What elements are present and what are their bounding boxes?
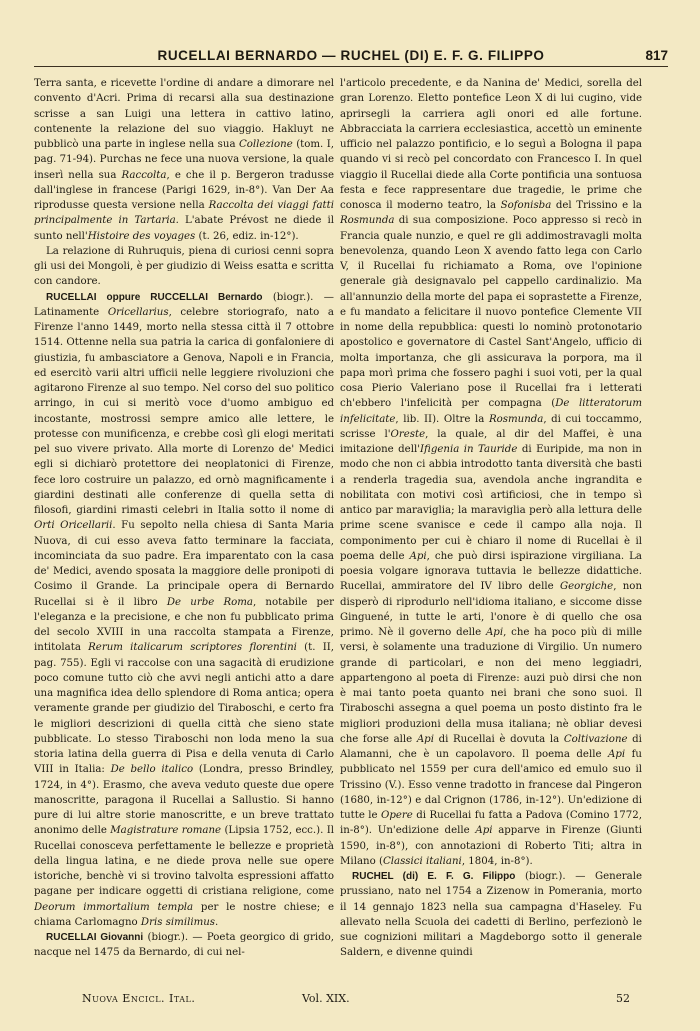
paragraph-ruhruquis-relation: La relazione di Ruhruquis, piena di curiosi cenni sopra gli usi dei Mongoli, è per giudizio di Weiss esatta e scritta con candore. (34, 245, 334, 288)
page-header (34, 48, 668, 67)
entry-headword: RUCELLAI oppure RUCCELLAI Bernardo (46, 291, 263, 303)
signature-mark: Nuova Encicl. Ital. (82, 992, 196, 1005)
right-column (340, 76, 642, 984)
running-head: RUCELLAI BERNARDO — RUCHEL (DI) E. F. G. FILIPPO (157, 48, 545, 63)
volume-label: Vol. XIX. (302, 992, 350, 1005)
entry-rucellai-giovanni-continued: l'articolo precedente, e da Nanina de' Medici, sorella del gran Lorenzo. Eletto pontefice Leon X di lui cugino, vide aprirsegli la carriera agli onori ed alle fortune. Abbracciata la carriera ecclesiastica, accettò un eminente ufficio nel palazzo pontificio, e lo seguì a Bologna il papa quando vi si recò pel concordato con Francesco I. In quel viaggio il Rucellai diede alla Corte pontificia una sontuosa festa e fece rappresentare due tragedie, le prime che conosca il moderno teatro, la Sofonisba del Trissino e la Rosmunda di sua composizione. Poco appresso si recò in Francia quale nunzio, e quel re gli addimostravagli molta benevolenza, quando Leon X avendo fatto lega con Carlo V, il Rucellai fu richiamato a Roma, ove l'opinione generale già designavalo pel cappello cardinalizio. Ma all'annunzio della morte del papa ei soprastette a Firenze, e fu mandato a felicitare il nuovo pontefice Clemente VII in nome della repubblica: questi lo nominò protonotario apostolico e governatore di Castel Sant'Angelo, ufficio di molta importanza, che gli assicurava la porpora, ma il papa morì prima che fossero paghi i suoi voti, per la qual cosa Pierio Valeriano pose il Rucellai fra i letterati ch'ebbero l'infelicità per compagna (De litteratorum infelicitate, lib. II). Oltre la Rosmunda, di cui toccammo, scrisse l'Oreste, la quale, al dir del Maffei, è una imitazione dell'Ifigenia in Tauride di Euripide, ma non in modo che non ci abbia introdotto tanta diversità che basti a renderla tragedia sua, avendola anche ingrandita e nobilitata con motivi così artificiosi, che in tempo sì antico par maraviglia; la maraviglia però alla lettura delle prime scene svanisce e cede il campo alla noja. Il componimento per cui è chiaro il nome di Rucellai è il poema delle Api, che può dirsi ispirazione virgiliana. La poesia volgare ignorava tuttavia le bellezze didattiche. Rucellai, ammiratore del IV libro delle Georgiche, non disperò di riprodurlo nell'idioma italiano, e siccome disse Ginguené, in tutte le arti, l'onore è di quello che osa primo. Nè il governo delle Api, che ha poco più di mille versi, è solamente una traduzione di Virgilio. Un numero grande di particolari, e non dei meno leggiadri, appartengono al poeta di Firenze: auzi può dirsi che non è mai tanto poeta quanto nei brani che sono suoi. Il Tiraboschi assegna a quel poema un posto distinto fra le migliori produzioni della musa italiana; nè obliar devesi che forse alle Api di Rucellai è dovuta la Coltivazione di Alamanni, che è un capolavoro. Il poema delle Api fu pubblicato nel 1559 per cura dell'amico ed emulo suo il Trissino (V.). Esso venne tradotto in francese dal Pingeron (1680, in-12°) e dal Crignon (1786, in-12°). Un'edizione di tutte le Opere di Rucellai fu fatta a Padova (Comino 1772, in-8°). Un'edizione delle Api apparve in Firenze (Giunti 1590, in-8°), con annotazioni di Roberto Titi; altra in Milano (Classici italiani, 1804, in-8°). (340, 78, 642, 867)
gathering-number: 52 (616, 992, 630, 1005)
left-column (34, 76, 334, 984)
paragraph-ruhruquis-continued: Terra santa, e ricevette l'ordine di andare a dimorare nel convento d'Acri. Prima di recarsi alla sua destinazione scrisse a san Luigi una lettera in cattivo latino, contenente la relazione del suo viaggio. Hakluyt ne pubblicò una parte in inglese nella sua Collezione (tom. I, pag. 71-94). Purchas ne fece una nuova versione, la quale inserì nella sua Raccolta, e che il p. Bergeron tradusse dall'inglese in francese (Parigi 1629, in-8°). Van Der Aa riprodusse questa versione nella Raccolta dei viaggi fatti principalmente in Tartaria. L'abate Prévost ne diede il sunto nell'Histoire des voyages (t. 26, ediz. in-12°). (34, 78, 334, 242)
entry-headword: RUCELLAI Giovanni (46, 932, 144, 943)
entry-headword: RUCHEL (di) E. F. G. Filippo (352, 871, 516, 882)
page-number: 817 (645, 48, 668, 63)
entry-rucellai-bernardo: RUCELLAI oppure RUCCELLAI Bernardo (biogr.). — Latinamente Oricellarius, celebre storiografo, nato a Firenze l'anno 1449, morto nella stessa città il 7 ottobre 1514. Ottenne nella sua patria la carica di gonfaloniere di giustizia, fu ambasciatore a Genova, Napoli e in Francia, ed esercitò varii altri ufficii nelle leggiere rivoluzioni che agitarono Firenze al suo tempo. Nel corso del suo politico arringo, in cui si meritò voce d'uomo ambiguo ed incostante, mostrossi sempre amico alle lettere, le protesse con munificenza, e crebbe così gli elogi meritati pel suo vivere privato. Alla morte di Lorenzo de' Medici egli si dichiarò protettore dei neoplatonici di Firenze, fece loro costruire un palazzo, ed ornò magnificamente i giardini destinati alle conferenze di quella setta di filosofi, giardini rimasti celebri in Italia sotto il nome di Orti Oricellarii. Fu sepolto nella chiesa di Santa Maria Nuova, di cui esso aveva fatto terminare la facciata, incominciata da suo padre. Era imparentato con la casa de' Medici, avendo sposata la maggiore delle pronipoti di Cosimo il Grande. La principale opera di Bernardo Rucellai si è il libro De urbe Roma, notabile per l'eleganza e la precisione, e che non fu pubblicato prima del secolo XVIII in una raccolta stampata a Firenze, intitolata Rerum italicarum scriptores florentini (t. II, pag. 755). Egli vi raccolse con una sagacità di erudizione poco comune tutto ciò che avvi negli antichi atto a dare una magnifica idea dello splendore di Roma antica; opera veramente grande per giudizio del Tiraboschi, e certo fra le migliori descrizioni di quella città che sieno state pubblicate. Lo stesso Tiraboschi non loda meno la sua storia latina della guerra di Pisa e della venuta di Carlo VIII in Italia: De bello italico (Londra, presso Brindley, 1724, in 4°). Erasmo, che aveva veduto queste due opere manoscritte, paragona il Rucellai a Sallustio. Si hanno pure di lui altre storie manoscritte, e un breve trattato anonimo delle Magistrature romane (Lipsia 1752, ecc.). Il Rucellai conosceva perfettamente le bellezze e proprietà della lingua latina, e ne diede prova nelle sue opere istoriche, benchè vi si trovino talvolta espressioni affatto pagane per indicare oggetti di cristiana religione, come Deorum immortalium templa per le nostre chiese; e chiama Carlomagno Dris similimus. (34, 291, 334, 928)
page-footer (34, 992, 642, 1006)
entry-ruchel-filippo: RUCHEL (di) E. F. G. Filippo (biogr.). — Generale prussiano, nato nel 1754 a Zizenow in Pomerania, morto il 14 gennajo 1823 nella sua campagna d'Haseley. Fu allevato nella Scuola dei cadetti di Berlino, perfezionò le sue cognizioni militari a Magdeborgo sotto il generale Saldern, e divenne quindi (340, 871, 642, 959)
entry-rucellai-giovanni: RUCELLAI Giovanni (biogr.). — Poeta georgico di grido, nacque nel 1475 da Bernardo, di cui nel- (34, 932, 334, 959)
